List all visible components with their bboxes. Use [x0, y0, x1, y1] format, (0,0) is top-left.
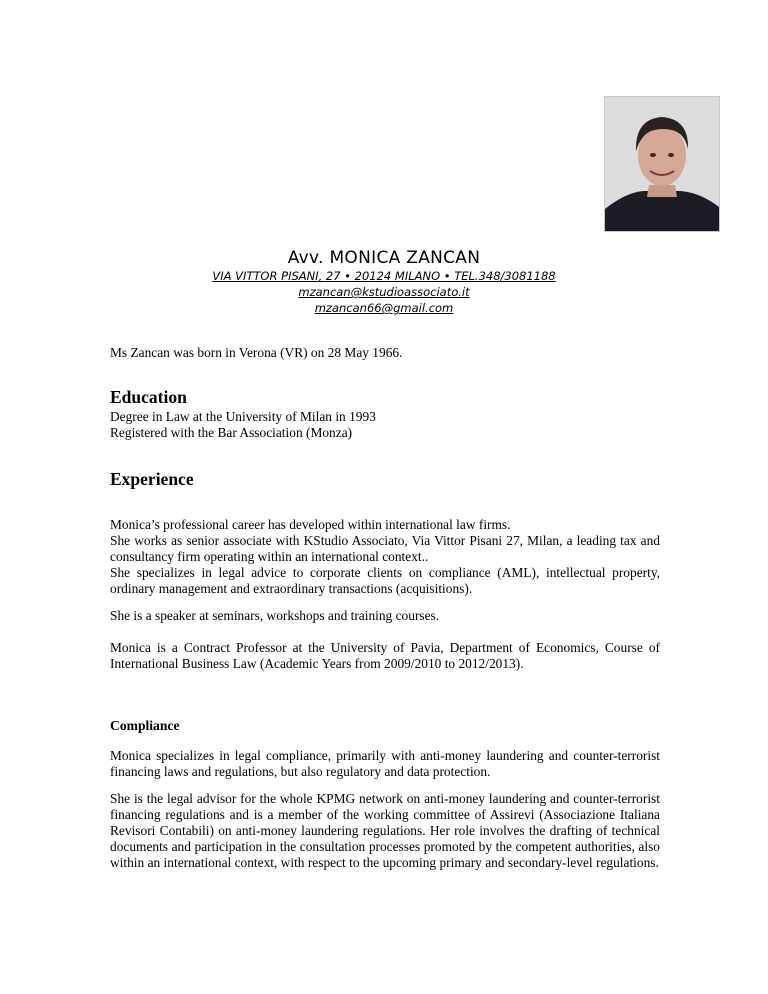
email-link-personal[interactable]: mzancan66@gmail.com — [314, 301, 454, 315]
compliance-heading: Compliance — [110, 718, 180, 733]
contact-address[interactable]: VIA VITTOR PISANI, 27 • 20124 MILANO • TEL.348/3081188 — [212, 269, 556, 283]
compliance-paragraph: Monica specializes in legal compliance, primarily with anti-money laundering and counter-terrorist financing laws and regulations, but also regulatory and data protection. — [110, 748, 660, 779]
experience-paragraph: Monica is a Contract Professor at the University of Pavia, Department of Economics, Course of International Business Law (Academic Years from 2009/2010 to 2012/2013). — [110, 640, 660, 671]
experience-heading: Experience — [110, 469, 194, 489]
experience-paragraph: Monica’s professional career has developed within international law firms. — [110, 517, 511, 532]
education-line: Registered with the Bar Association (Monza) — [110, 425, 353, 440]
experience-paragraph: She specializes in legal advice to corporate clients on compliance (AML), intellectual property, ordinary management and extraordinary transactions (acquisitions). — [110, 565, 660, 596]
candidate-name: Avv. MONICA ZANCAN — [287, 248, 481, 268]
education-heading: Education — [110, 387, 187, 407]
compliance-paragraph: She is the legal advisor for the whole KPMG network on anti-money laundering and counter-terrorist financing regulations and is a member of the working committee of Assirevi (Associazione Italiana Revisori Contabili) on anti-money laundering regulations. Her role involves the drafting of technical documents and participation in the consultation processes promoted by the competent authorities, also within an international context, with respect to the upcoming primary and secondary-level regulations. — [110, 791, 660, 870]
experience-paragraph: She works as senior associate with KStudio Associato, Via Vittor Pisani 27, Milan, a leading tax and consultancy firm operating within an international context.. — [110, 533, 660, 564]
intro-text: Ms Zancan was born in Verona (VR) on 28 May 1966. — [110, 345, 403, 360]
education-line: Degree in Law at the University of Milan in 1993 — [110, 409, 376, 424]
experience-paragraph: She is a speaker at seminars, workshops and training courses. — [110, 608, 440, 623]
profile-photo — [604, 96, 720, 232]
email-link-work[interactable]: mzancan@kstudioassociato.it — [298, 285, 470, 299]
